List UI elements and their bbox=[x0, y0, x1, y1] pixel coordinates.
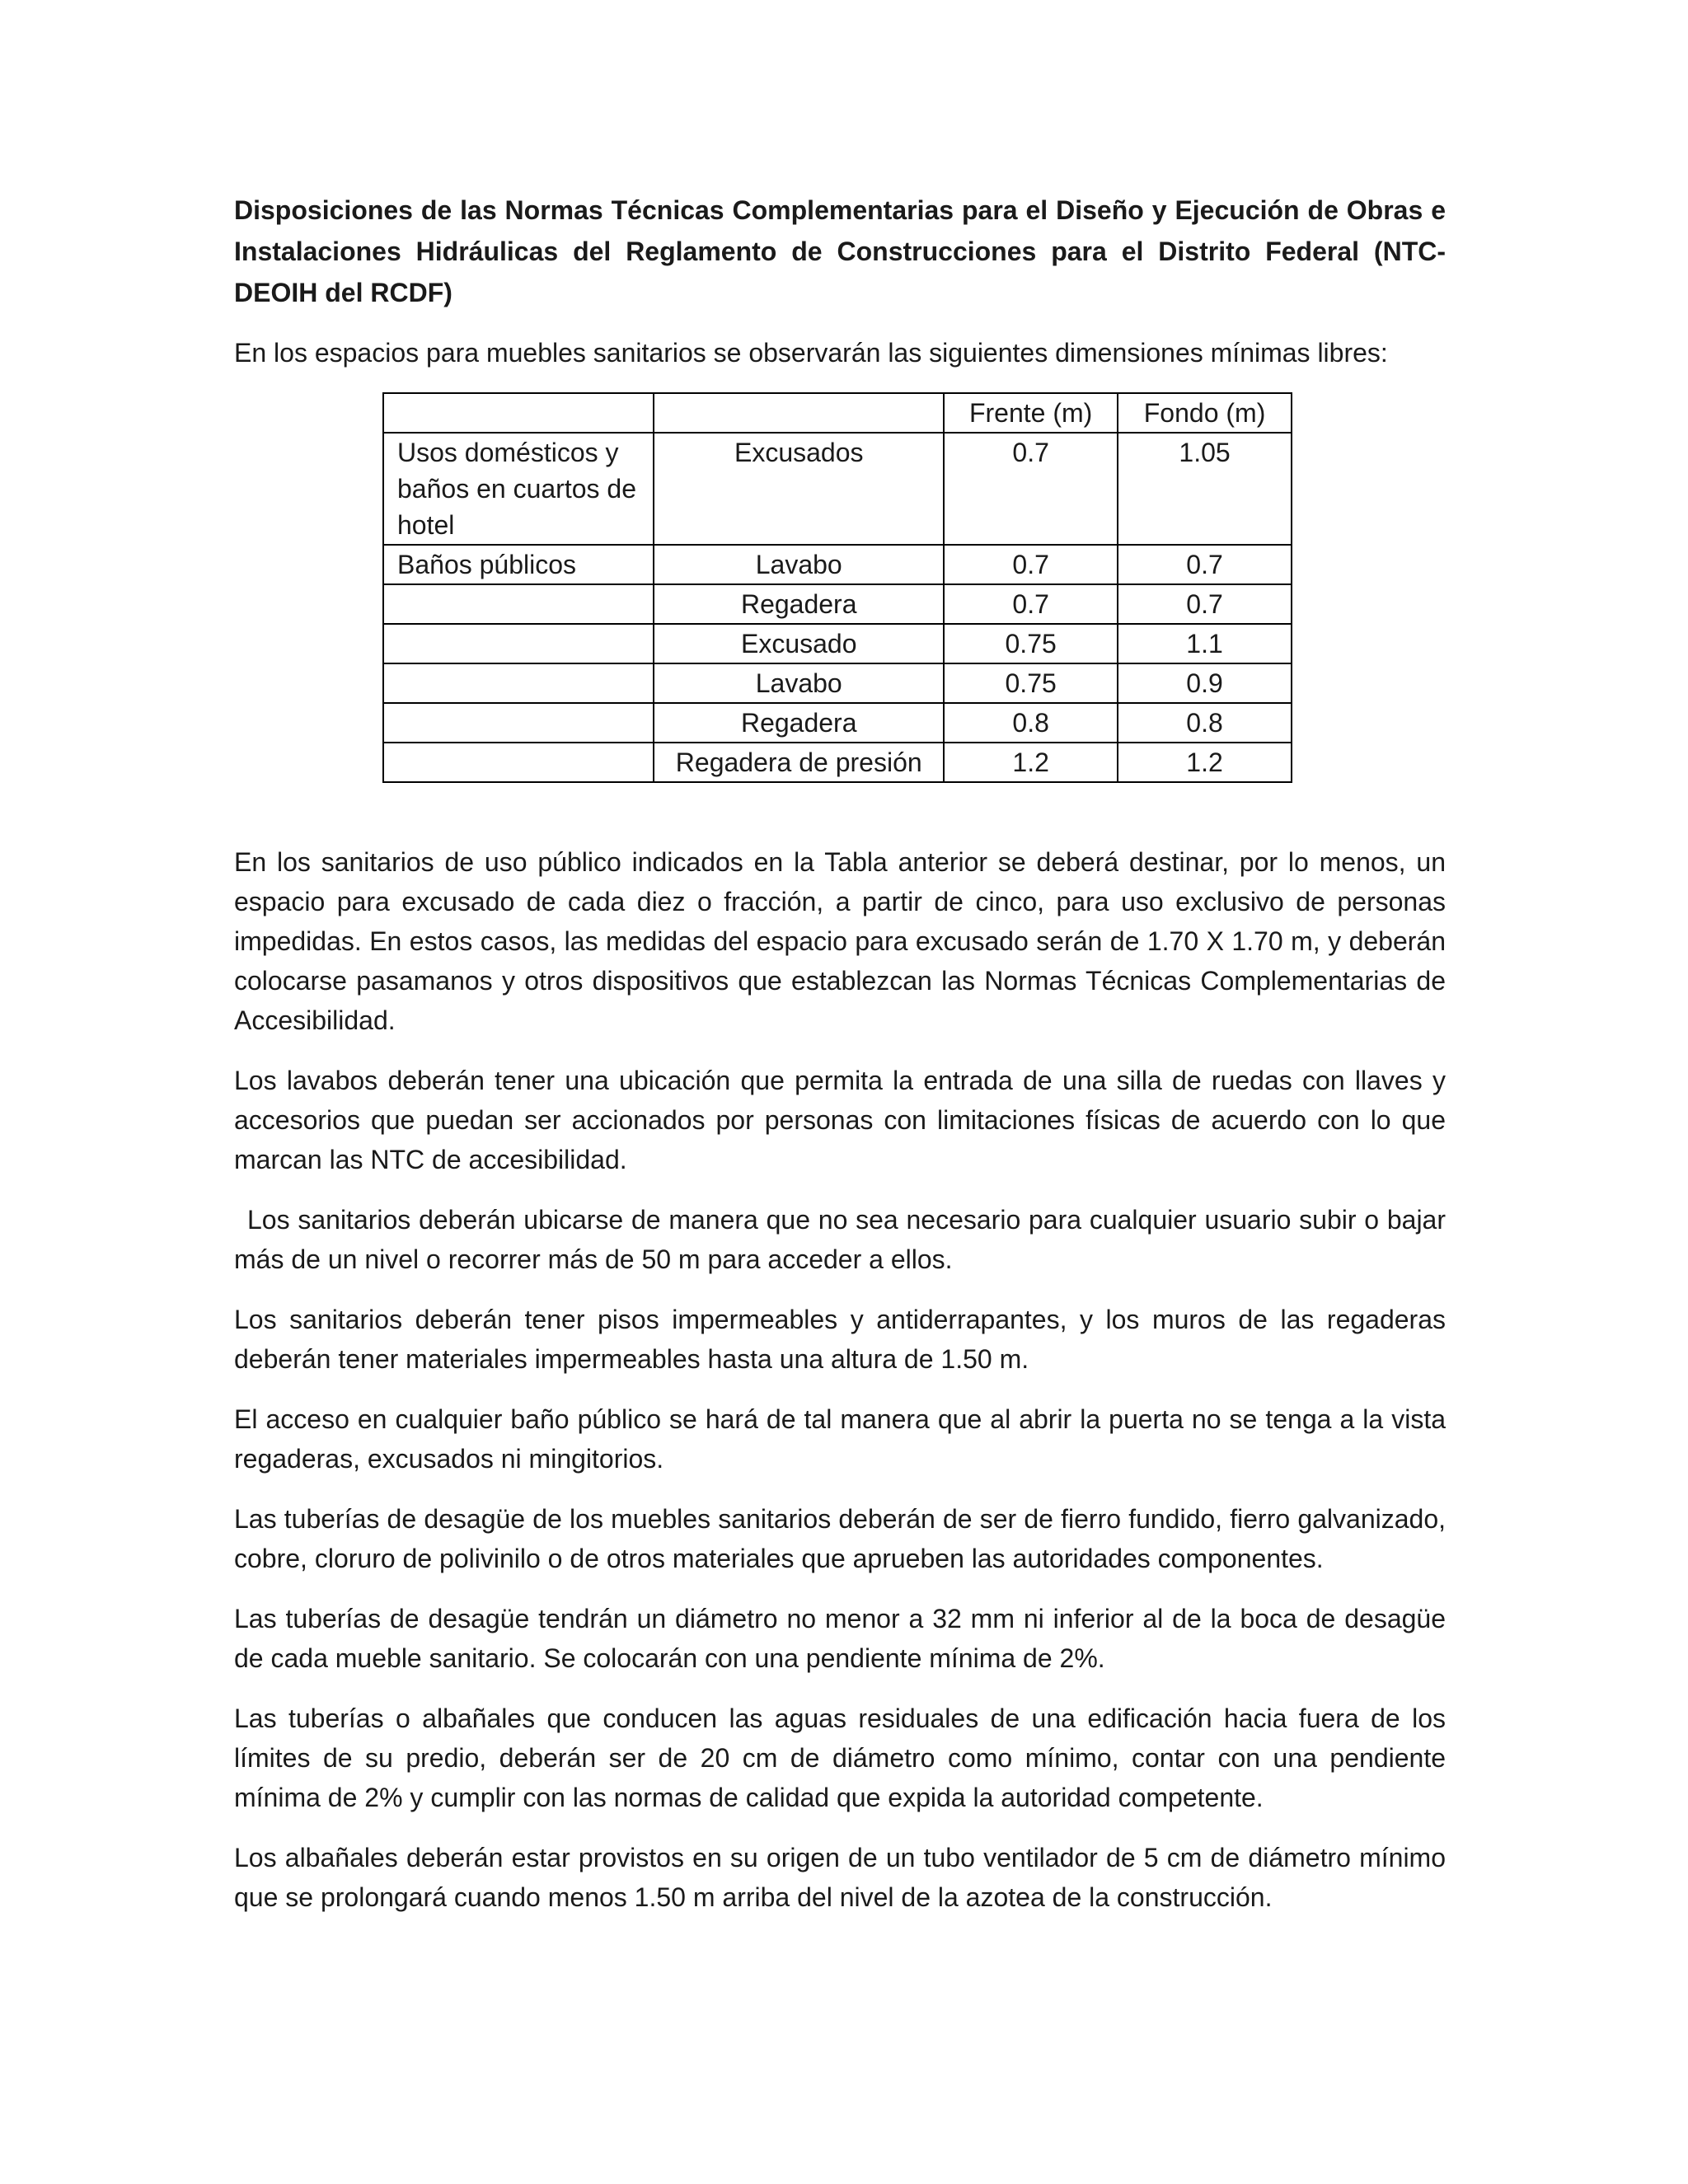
table-cell-use bbox=[383, 663, 654, 703]
document-title: Disposiciones de las Normas Técnicas Complementarias para el Diseño y Ejecución de Obras e Instalaciones Hidráulicas del Reglamento de Construcciones para el Distrito Federal (NTC-DEOIH del RCDF) bbox=[234, 195, 1446, 307]
paragraph-accesible-toilets: En los sanitarios de uso público indicados en la Tabla anterior se deberá destinar, por lo menos, un espacio para excusado de cada diez o fracción, a partir de cinco, para uso exclusivo de personas impedidas. En estos casos, las medidas del espacio para excusado serán de 1.70 X 1.70 m, y deberán colocarse pasamanos y otros dispositivos que establezcan las Normas Técnicas Complementarias de Accesibilidad. bbox=[234, 847, 1446, 1035]
body-paragraphs bbox=[234, 842, 1446, 1917]
table-row bbox=[383, 433, 1292, 545]
paragraph-location: Los sanitarios deberán ubicarse de manera que no sea necesario para cualquier usuario subir o bajar más de un nivel o recorrer más de 50 m para acceder a ellos. bbox=[234, 1205, 1446, 1274]
table-cell-frente: 0.8 bbox=[944, 703, 1118, 743]
table-cell-fixture: Excusado bbox=[654, 624, 944, 663]
table-header-fondo: Fondo (m) bbox=[1118, 393, 1292, 433]
intro-paragraph: En los espacios para muebles sanitarios se observarán las siguientes dimensiones mínimas libres: bbox=[234, 338, 1388, 368]
table-cell-fixture: Regadera de presión bbox=[654, 743, 944, 782]
dimensions-table bbox=[382, 392, 1292, 783]
table-cell-frente: 0.7 bbox=[944, 433, 1118, 545]
table-cell-use bbox=[383, 703, 654, 743]
table-row bbox=[383, 663, 1292, 703]
table-cell-fondo: 0.8 bbox=[1118, 703, 1292, 743]
table-row bbox=[383, 703, 1292, 743]
paragraph-floors: Los sanitarios deberán tener pisos impermeables y antiderrapantes, y los muros de las regaderas deberán tener materiales impermeables hasta una altura de 1.50 m. bbox=[234, 1305, 1446, 1374]
paragraph-sinks: Los lavabos deberán tener una ubicación que permita la entrada de una silla de ruedas con llaves y accesorios que puedan ser accionados por personas con limitaciones físicas de acuerdo con lo que marcan las NTC de accesibilidad. bbox=[234, 1066, 1446, 1174]
table-cell-frente: 1.2 bbox=[944, 743, 1118, 782]
dimensions-table-container bbox=[382, 392, 1292, 783]
table-cell-fixture: Lavabo bbox=[654, 663, 944, 703]
table-cell-fondo: 1.1 bbox=[1118, 624, 1292, 663]
table-cell-fondo: 0.7 bbox=[1118, 584, 1292, 624]
table-cell-use: Baños públicos bbox=[383, 545, 654, 584]
table-cell-fondo: 1.2 bbox=[1118, 743, 1292, 782]
paragraph-sewer-pipes: Las tuberías o albañales que conducen las aguas residuales de una edificación hacia fuera de los límites de su predio, deberán ser de 20 cm de diámetro como mínimo, contar con una pendiente mínima de 2% y cumplir con las normas de calidad que expida la autoridad competente. bbox=[234, 1704, 1446, 1812]
table-row bbox=[383, 584, 1292, 624]
table-cell-use: Usos domésticos y baños en cuartos de hotel bbox=[383, 433, 654, 545]
paragraph-vent-pipe: Los albañales deberán estar provistos en su origen de un tubo ventilador de 5 cm de diámetro mínimo que se prolongará cuando menos 1.50 m arriba del nivel de la azotea de la construcción. bbox=[234, 1843, 1446, 1912]
document-page bbox=[234, 190, 1446, 1938]
table-cell-frente: 0.7 bbox=[944, 584, 1118, 624]
paragraph-access: El acceso en cualquier baño público se hará de tal manera que al abrir la puerta no se tenga a la vista regaderas, excusados ni mingitorios. bbox=[234, 1404, 1446, 1474]
table-cell-fondo: 0.9 bbox=[1118, 663, 1292, 703]
table-cell-fondo: 1.05 bbox=[1118, 433, 1292, 545]
table-cell-fondo: 0.7 bbox=[1118, 545, 1292, 584]
table-cell-frente: 0.75 bbox=[944, 663, 1118, 703]
table-header-cell bbox=[383, 393, 654, 433]
table-header-frente: Frente (m) bbox=[944, 393, 1118, 433]
table-row bbox=[383, 743, 1292, 782]
table-cell-use bbox=[383, 624, 654, 663]
table-cell-frente: 0.7 bbox=[944, 545, 1118, 584]
table-cell-fixture: Excusados bbox=[654, 433, 944, 545]
paragraph-drain-diameter: Las tuberías de desagüe tendrán un diámetro no menor a 32 mm ni inferior al de la boca de desagüe de cada mueble sanitario. Se colocarán con una pendiente mínima de 2%. bbox=[234, 1604, 1446, 1673]
table-cell-use bbox=[383, 743, 654, 782]
table-header-row bbox=[383, 393, 1292, 433]
table-cell-fixture: Regadera bbox=[654, 703, 944, 743]
table-cell-fixture: Lavabo bbox=[654, 545, 944, 584]
table-cell-fixture: Regadera bbox=[654, 584, 944, 624]
table-row bbox=[383, 624, 1292, 663]
table-header-cell bbox=[654, 393, 944, 433]
table-row bbox=[383, 545, 1292, 584]
table-cell-frente: 0.75 bbox=[944, 624, 1118, 663]
paragraph-drain-materials: Las tuberías de desagüe de los muebles sanitarios deberán de ser de fierro fundido, fierro galvanizado, cobre, cloruro de polivinilo o de otros materiales que aprueben las autoridades componentes. bbox=[234, 1504, 1446, 1573]
table-cell-use bbox=[383, 584, 654, 624]
